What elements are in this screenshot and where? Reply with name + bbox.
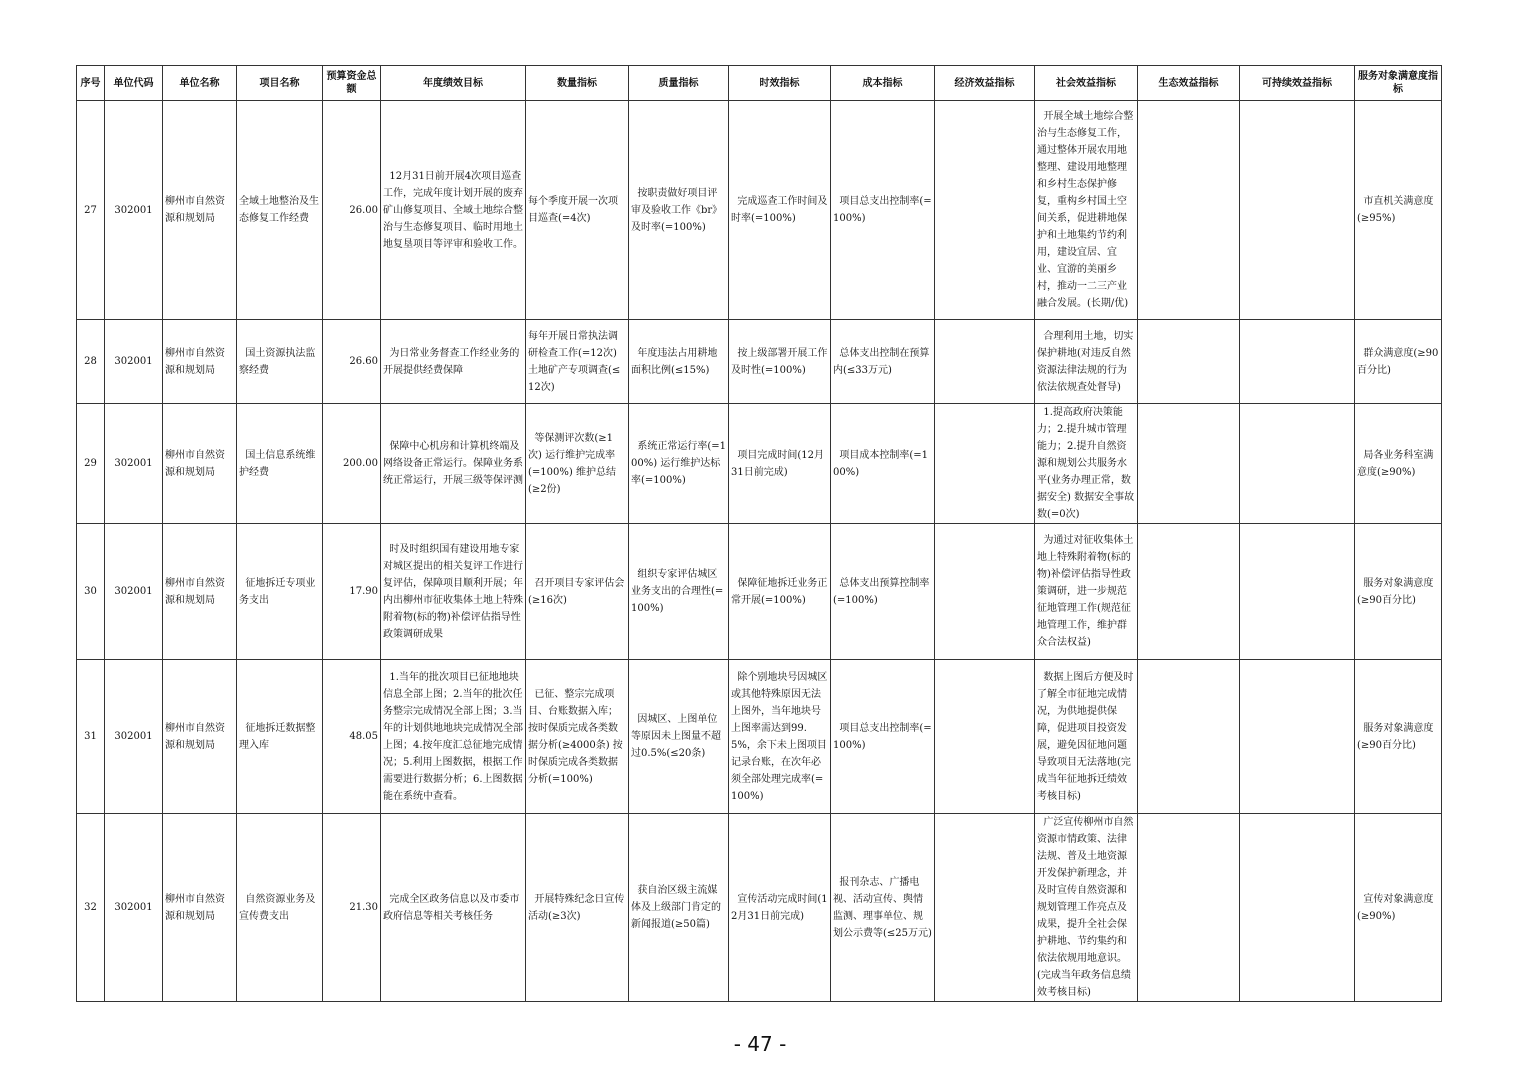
header-unit-name: 单位名称 bbox=[163, 66, 237, 101]
cell-social: 1.提高政府决策能力；2.提升城市管理能力；2.提升自然资源和规划公共服务水平(业务办理正常，数据安全) 数据安全事故数(=0次) bbox=[1035, 404, 1138, 524]
cell-cost: 项目成本控制率(=100%) bbox=[831, 404, 935, 524]
cell-seq: 31 bbox=[77, 660, 105, 814]
cell-timeliness: 完成巡查工作时间及时率(=100%) bbox=[729, 101, 831, 320]
cell-project-name: 国土信息系统维护经费 bbox=[237, 404, 323, 524]
cell-ecological bbox=[1138, 320, 1240, 404]
cell-project-name: 征地拆迁专项业务支出 bbox=[237, 524, 323, 660]
cell-cost: 项目总支出控制率(=100%) bbox=[831, 660, 935, 814]
cell-satisfaction: 宣传对象满意度(≥90%) bbox=[1355, 814, 1442, 1002]
cell-project-name: 国土资源执法监察经费 bbox=[237, 320, 323, 404]
cell-quality: 获自治区级主流媒体及上级部门肯定的新闻报道(≥50篇) bbox=[629, 814, 729, 1002]
header-unit-code: 单位代码 bbox=[105, 66, 163, 101]
cell-sustainable bbox=[1240, 101, 1355, 320]
cell-seq: 32 bbox=[77, 814, 105, 1002]
cell-cost: 报刊杂志、广播电视、活动宣传、舆情监测、理事单位、规划公示费等(≤25万元) bbox=[831, 814, 935, 1002]
cell-social: 开展全域土地综合整治与生态修复工作，通过整体开展农用地整理、建设用地整理和乡村生态保护修复，重构乡村国土空间关系，促进耕地保护和土地集约节约利用，建设宜居、宜业、宜游的美丽乡村，推动一二三产业融合发展。(长期/优) bbox=[1035, 101, 1138, 320]
cell-quantity: 开展特殊纪念日宣传活动(≥3次) bbox=[526, 814, 629, 1002]
performance-table bbox=[76, 65, 1442, 1002]
table-row bbox=[77, 404, 1442, 524]
cell-social: 广泛宣传柳州市自然资源市情政策、法律法规、普及土地资源开发保护新理念，并及时宣传自然资源和规划管理工作亮点及成果，提升全社会保护耕地、节约集约和依法依规用地意识。(完成当年政务信息绩效考核目标) bbox=[1035, 814, 1138, 1002]
cell-sustainable bbox=[1240, 320, 1355, 404]
cell-budget: 200.00 bbox=[323, 404, 381, 524]
cell-unit-code: 302001 bbox=[105, 660, 163, 814]
cell-annual-goal: 1.当年的批次项目已征地地块信息全部上图；2.当年的批次任务整宗完成情况全部上图；3.当年的计划供地地块完成情况全部上图；4.按年度汇总征地完成情况；5.利用上图数据，根据工作需要进行数据分析；6.上图数据能在系统中查看。 bbox=[381, 660, 526, 814]
cell-quantity: 每年开展日常执法调研检查工作(=12次) 土地矿产专项调查(≤12次) bbox=[526, 320, 629, 404]
cell-satisfaction: 局各业务科室满意度(≥90%) bbox=[1355, 404, 1442, 524]
cell-cost: 总体支出预算控制率(=100%) bbox=[831, 524, 935, 660]
cell-quality: 因城区、上图单位等原因未上图量不超过0.5%(≤20条) bbox=[629, 660, 729, 814]
cell-ecological bbox=[1138, 404, 1240, 524]
table-row bbox=[77, 660, 1442, 814]
cell-unit-name: 柳州市自然资源和规划局 bbox=[163, 404, 237, 524]
header-timeliness: 时效指标 bbox=[729, 66, 831, 101]
cell-unit-name: 柳州市自然资源和规划局 bbox=[163, 320, 237, 404]
header-ecological: 生态效益指标 bbox=[1138, 66, 1240, 101]
cell-budget: 26.00 bbox=[323, 101, 381, 320]
cell-quantity: 已征、整宗完成项目、台账数据入库；按时保质完成各类数据分析(≥4000条) 按时保质完成各类数据分析(=100%) bbox=[526, 660, 629, 814]
cell-project-name: 自然资源业务及宣传费支出 bbox=[237, 814, 323, 1002]
cell-quality: 年度违法占用耕地面积比例(≤15%) bbox=[629, 320, 729, 404]
cell-quantity: 召开项目专家评估会(≥16次) bbox=[526, 524, 629, 660]
cell-timeliness: 宣传活动完成时间(12月31日前完成) bbox=[729, 814, 831, 1002]
cell-economic bbox=[935, 660, 1035, 814]
table-row bbox=[77, 524, 1442, 660]
cell-social: 数据上图后方便及时了解全市征地完成情况，为供地提供保障，促进项目投资发展，避免因征地问题导致项目无法落地(完成当年征地拆迁绩效考核目标) bbox=[1035, 660, 1138, 814]
cell-quality: 系统正常运行率(=100%) 运行维护达标率(=100%) bbox=[629, 404, 729, 524]
cell-annual-goal: 12月31日前开展4次项目巡查工作，完成年度计划开展的废弃矿山修复项目、全域土地综合整治与生态修复项目、临时用地土地复垦项目等评审和验收工作。 bbox=[381, 101, 526, 320]
cell-unit-name: 柳州市自然资源和规划局 bbox=[163, 814, 237, 1002]
cell-unit-name: 柳州市自然资源和规划局 bbox=[163, 524, 237, 660]
cell-annual-goal: 完成全区政务信息以及市委市政府信息等相关考核任务 bbox=[381, 814, 526, 1002]
cell-seq: 30 bbox=[77, 524, 105, 660]
cell-annual-goal: 保障中心机房和计算机终端及网络设备正常运行。保障业务系统正常运行，开展三级等保评测 bbox=[381, 404, 526, 524]
header-budget: 预算资金总额 bbox=[323, 66, 381, 101]
cell-timeliness: 项目完成时间(12月31日前完成) bbox=[729, 404, 831, 524]
cell-ecological bbox=[1138, 814, 1240, 1002]
cell-timeliness: 按上级部署开展工作及时性(=100%) bbox=[729, 320, 831, 404]
header-quantity: 数量指标 bbox=[526, 66, 629, 101]
cell-unit-name: 柳州市自然资源和规划局 bbox=[163, 101, 237, 320]
cell-ecological bbox=[1138, 101, 1240, 320]
cell-quality: 按职责做好项目评审及验收工作《br》及时率(=100%) bbox=[629, 101, 729, 320]
cell-cost: 项目总支出控制率(=100%) bbox=[831, 101, 935, 320]
cell-project-name: 征地拆迁数据整理入库 bbox=[237, 660, 323, 814]
cell-project-name: 全域土地整治及生态修复工作经费 bbox=[237, 101, 323, 320]
header-satisfaction: 服务对象满意度指标 bbox=[1355, 66, 1442, 101]
cell-annual-goal: 为日常业务督查工作经业务的开展提供经费保障 bbox=[381, 320, 526, 404]
cell-economic bbox=[935, 524, 1035, 660]
header-row bbox=[77, 66, 1442, 101]
cell-unit-code: 302001 bbox=[105, 814, 163, 1002]
cell-seq: 28 bbox=[77, 320, 105, 404]
header-cost: 成本指标 bbox=[831, 66, 935, 101]
page-number: - 47 - bbox=[733, 1032, 787, 1056]
cell-unit-code: 302001 bbox=[105, 101, 163, 320]
cell-unit-code: 302001 bbox=[105, 404, 163, 524]
cell-sustainable bbox=[1240, 404, 1355, 524]
cell-quantity: 每个季度开展一次项目巡查(=4次) bbox=[526, 101, 629, 320]
cell-annual-goal: 时及时组织国有建设用地专家对城区提出的相关复评工作进行复评估，保障项目顺利开展；年内出柳州市征收集体土地上特殊附着物(标的物)补偿评估指导性政策调研成果 bbox=[381, 524, 526, 660]
cell-ecological bbox=[1138, 660, 1240, 814]
cell-seq: 27 bbox=[77, 101, 105, 320]
header-seq: 序号 bbox=[77, 66, 105, 101]
table-row bbox=[77, 101, 1442, 320]
cell-quality: 组织专家评估城区业务支出的合理性(=100%) bbox=[629, 524, 729, 660]
cell-budget: 17.90 bbox=[323, 524, 381, 660]
header-project-name: 项目名称 bbox=[237, 66, 323, 101]
cell-timeliness: 保障征地拆迁业务正常开展(=100%) bbox=[729, 524, 831, 660]
header-economic: 经济效益指标 bbox=[935, 66, 1035, 101]
table-row bbox=[77, 320, 1442, 404]
cell-satisfaction: 服务对象满意度(≥90百分比) bbox=[1355, 524, 1442, 660]
cell-budget: 26.60 bbox=[323, 320, 381, 404]
header-quality: 质量指标 bbox=[629, 66, 729, 101]
cell-economic bbox=[935, 320, 1035, 404]
header-annual-goal: 年度绩效目标 bbox=[381, 66, 526, 101]
cell-sustainable bbox=[1240, 814, 1355, 1002]
cell-sustainable bbox=[1240, 660, 1355, 814]
cell-cost: 总体支出控制在预算内(≤33万元) bbox=[831, 320, 935, 404]
cell-budget: 21.30 bbox=[323, 814, 381, 1002]
cell-economic bbox=[935, 814, 1035, 1002]
cell-economic bbox=[935, 404, 1035, 524]
cell-unit-code: 302001 bbox=[105, 524, 163, 660]
cell-timeliness: 除个别地块号因城区或其他特殊原因无法上图外，当年地块号上图率需达到99.5%，余下未上图项目记录台账，在次年必须全部处理完成率(=100%) bbox=[729, 660, 831, 814]
cell-seq: 29 bbox=[77, 404, 105, 524]
cell-social: 合理利用土地，切实保护耕地(对违反自然资源法律法规的行为依法依规查处督导) bbox=[1035, 320, 1138, 404]
cell-satisfaction: 市直机关满意度(≥95%) bbox=[1355, 101, 1442, 320]
cell-economic bbox=[935, 101, 1035, 320]
cell-unit-name: 柳州市自然资源和规划局 bbox=[163, 660, 237, 814]
cell-unit-code: 302001 bbox=[105, 320, 163, 404]
cell-satisfaction: 服务对象满意度(≥90百分比) bbox=[1355, 660, 1442, 814]
cell-satisfaction: 群众满意度(≥90百分比) bbox=[1355, 320, 1442, 404]
cell-quantity: 等保测评次数(≥1次) 运行维护完成率(=100%) 维护总结(≥2份) bbox=[526, 404, 629, 524]
table-row bbox=[77, 814, 1442, 1002]
header-social: 社会效益指标 bbox=[1035, 66, 1138, 101]
cell-sustainable bbox=[1240, 524, 1355, 660]
cell-budget: 48.05 bbox=[323, 660, 381, 814]
cell-social: 为通过对征收集体土地上特殊附着物(标的物)补偿评估指导性政策调研，进一步规范征地管理工作(规范征地管理工作，维护群众合法权益) bbox=[1035, 524, 1138, 660]
cell-ecological bbox=[1138, 524, 1240, 660]
header-sustainable: 可持续效益指标 bbox=[1240, 66, 1355, 101]
